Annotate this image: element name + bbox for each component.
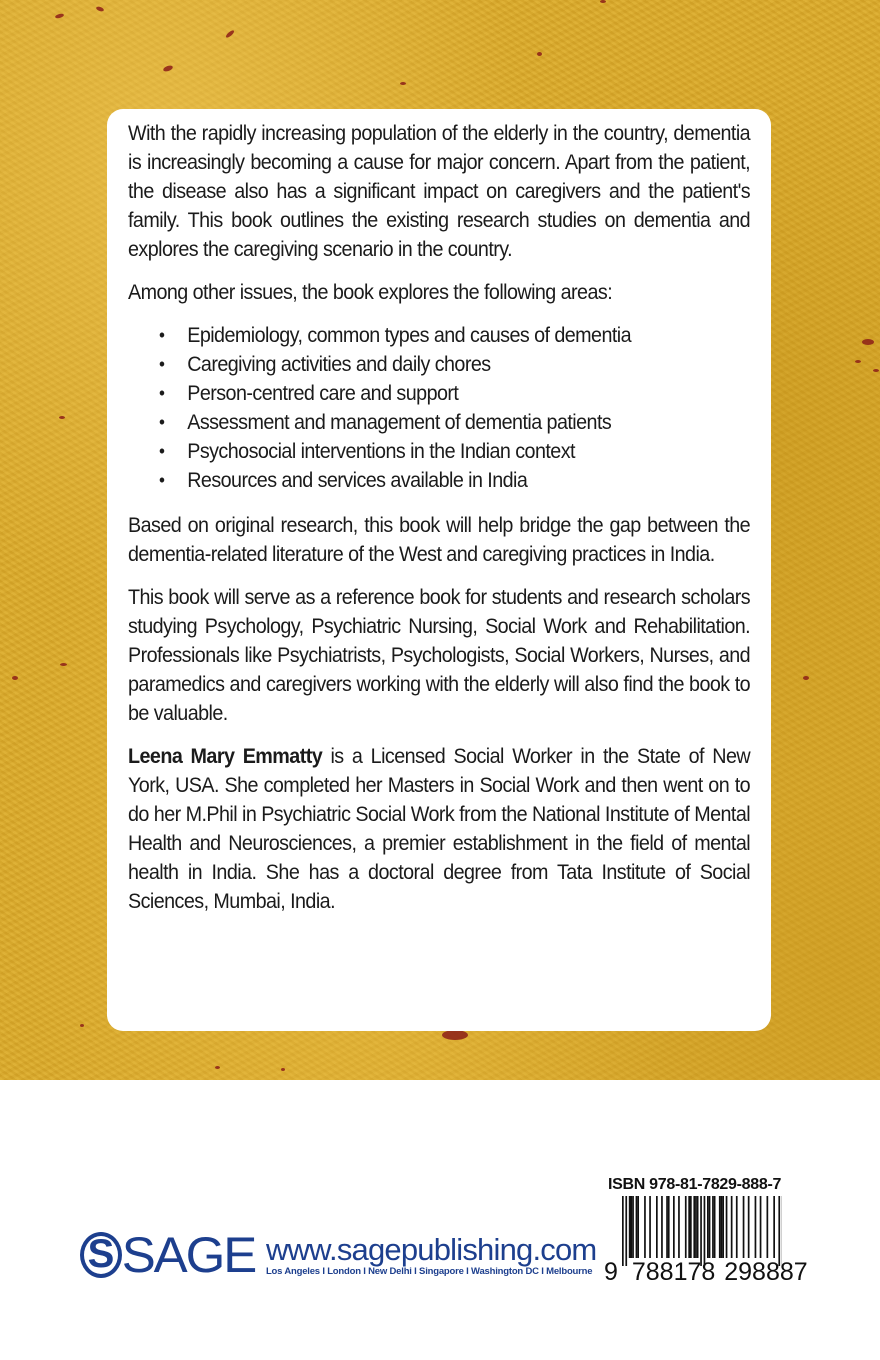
blurb-box [107,109,771,1031]
blurb-paragraph-research: Based on original research, this book will help bridge the gap between the dementia-related literature of the West and caregiving practices in India. [128,514,751,566]
barcode-bar [631,1196,633,1258]
background-speck [855,360,861,363]
background-speck [60,663,67,666]
barcode-digit-lead: 9 [604,1258,618,1286]
background-speck [803,676,809,680]
barcode-bar [622,1196,624,1266]
blurb-paragraph-audience: This book will serve as a reference book for students and research scholars studying Psychology, Psychiatric Nursing, Social Work and Rehabilitation. Professionals like Psychiatrists, Psychologists, Social Workers, Nurses, and paramedics and caregivers working with the elderly will also find the book to be valuable. [128,586,751,725]
list-item-text: Person-centred care and support [187,382,459,405]
barcode [604,1196,808,1296]
barcode-bar [636,1196,638,1258]
bullet-icon: • [159,470,165,490]
sage-emblem-letter: S [87,1232,115,1276]
areas-list [128,321,750,495]
blurb-paragraph-intro: With the rapidly increasing population of the elderly in the country, dementia is increasingly becoming a cause for major concern. Apart from the patient, the disease also has a significant impact on caregivers and the patient's family. This book outlines the existing research studies on dementia and explores the caregiving scenario in the country. [128,122,751,261]
list-item [128,321,713,350]
sage-wordmark: SAGE [121,1227,256,1283]
background-speck [281,1068,285,1071]
background-speck [80,1024,84,1027]
barcode-bar [748,1196,750,1258]
barcode-bar [695,1196,697,1258]
sage-emblem-icon [80,1232,122,1278]
barcode-bar [688,1196,690,1258]
isbn-block [604,1176,808,1296]
barcode-bar [712,1196,714,1258]
barcode-bar [719,1196,721,1258]
background-speck [537,52,542,56]
barcode-bar [721,1196,723,1258]
bullet-icon: • [159,383,165,403]
barcode-bar [709,1196,711,1258]
list-item-text: Epidemiology, common types and causes of dementia [187,324,632,347]
background-speck [96,6,105,12]
barcode-bars [604,1196,782,1266]
barcode-bar [625,1196,627,1266]
barcode-bar [656,1196,658,1258]
list-item-text: Assessment and management of dementia patients [187,411,612,434]
areas-intro: Among other issues, the book explores the following areas: [128,281,613,304]
list-item [128,437,713,466]
list-item [128,466,713,495]
author-bio [128,742,750,916]
background-speck [600,0,606,3]
barcode-bar [726,1196,728,1258]
barcode-bar [722,1196,724,1258]
background-speck [400,82,406,85]
background-speck [442,1030,468,1040]
bullet-icon: • [159,412,165,432]
barcode-bar [731,1196,733,1258]
background-speck [862,339,874,345]
barcode-bar [685,1196,687,1258]
bullet-icon: • [159,354,165,374]
author-name: Leena Mary Emmatty [128,745,323,768]
publisher-url[interactable]: www.sagepublishing.com [265,1231,597,1267]
barcode-bar [673,1196,675,1258]
barcode-bar [760,1196,762,1258]
list-item-text: Caregiving activities and daily chores [187,353,491,376]
barcode-bar [693,1196,695,1258]
background-speck [59,416,65,419]
bullet-icon: • [159,441,165,461]
bullet-icon: • [159,325,165,345]
barcode-bar [644,1196,646,1258]
barcode-bar [704,1196,706,1266]
barcode-bar [773,1196,775,1258]
barcode-bar [629,1196,631,1258]
barcode-bar [666,1196,668,1258]
barcode-bar [690,1196,692,1258]
barcode-bar [637,1196,639,1258]
barcode-digits [604,1258,808,1287]
list-item [128,408,713,437]
background-speck [215,1066,220,1069]
background-speck [12,676,18,680]
barcode-bar [714,1196,716,1258]
barcode-bar [649,1196,651,1258]
barcode-bar [743,1196,745,1258]
barcode-digits-group-2: 298887 [724,1258,808,1286]
publisher-info [265,1231,597,1277]
barcode-bar [755,1196,757,1258]
background-speck [55,13,65,19]
list-item-text: Psychosocial interventions in the Indian context [187,440,575,463]
barcode-bar [778,1196,780,1266]
barcode-bar [767,1196,769,1258]
author-bio-text: is a Licensed Social Worker in the State of New York, USA. She completed her Masters in Social Work and then went on to do her M.Phil in Psychiatric Social Work from the National Institute of Mental Health and Neurosciences, a premier establishment in the field of mental health in India. She has a doctoral degree from Tata Institute of Social Sciences, Mumbai, India. [128,745,751,913]
background-speck [162,64,173,72]
background-speck [225,29,235,38]
barcode-bar [678,1196,680,1258]
list-item [128,379,713,408]
barcode-bar [668,1196,670,1258]
background-speck [873,369,879,372]
barcode-bar [632,1196,634,1258]
barcode-bar [700,1196,702,1266]
barcode-bar [661,1196,663,1258]
barcode-bar [707,1196,709,1258]
barcode-digits-group-1: 788178 [631,1258,716,1286]
publisher-block [80,1227,597,1283]
publisher-cities: Los Angeles I London I New Delhi I Singapore I Washington DC I Melbourne [265,1265,593,1277]
barcode-bar [736,1196,738,1258]
barcode-bar [697,1196,699,1258]
list-item [128,350,713,379]
isbn-label: ISBN 978-81-7829-888-7 [608,1176,782,1193]
sage-logo [80,1227,256,1283]
list-item-text: Resources and services available in India [187,469,528,492]
